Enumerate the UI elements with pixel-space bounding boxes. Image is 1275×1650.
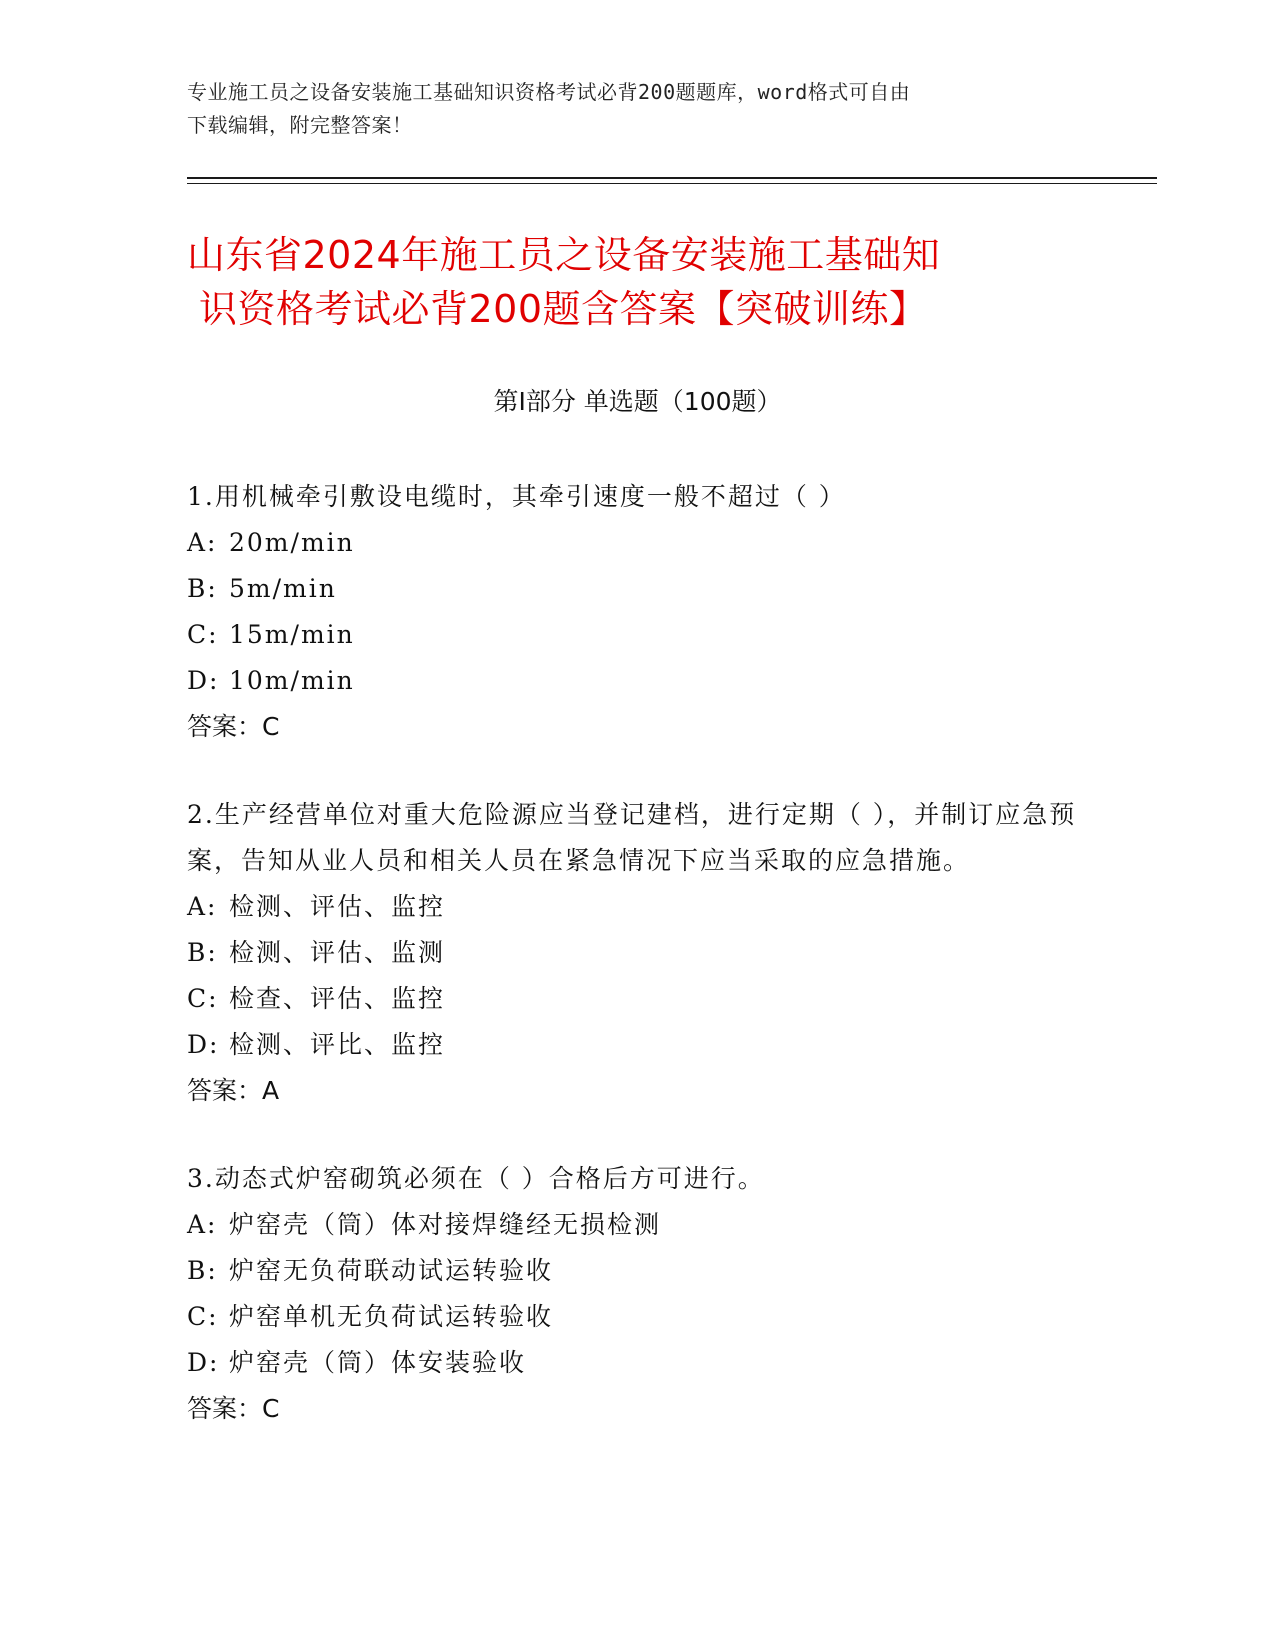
document-title-line2: 识资格考试必背200题含答案【突破训练】	[199, 287, 928, 331]
option-letter: D:	[187, 1348, 220, 1377]
option-text: 15m/min	[229, 620, 355, 649]
option-b	[187, 930, 1077, 976]
section-heading: 第Ⅰ部分 单选题（100题）	[493, 387, 782, 416]
option-letter: A:	[187, 892, 218, 921]
option-c	[187, 612, 1077, 658]
option-d	[187, 658, 1077, 704]
question-stem: 2.生产经营单位对重大危险源应当登记建档，进行定期（ ），并制订应急预案，告知从业人员和相关人员在紧急情况下应当采取的应急措施。	[187, 800, 1077, 875]
option-d	[187, 1340, 1077, 1386]
header-note-line2: 下载编辑，附完整答案！	[187, 113, 413, 137]
option-text: 炉窑无负荷联动试运转验收	[229, 1256, 554, 1285]
option-d	[187, 1022, 1077, 1068]
option-text: 炉窑单机无负荷试运转验收	[229, 1302, 554, 1331]
option-letter: A:	[187, 528, 218, 557]
option-text: 5m/min	[229, 574, 337, 603]
option-letter: C:	[187, 984, 219, 1013]
option-b	[187, 566, 1077, 612]
option-b	[187, 1248, 1077, 1294]
option-c	[187, 1294, 1077, 1340]
answer-line: 答案：C	[187, 712, 280, 741]
option-letter: B:	[187, 1256, 218, 1285]
document-title-line1: 山东省2024年施工员之设备安装施工基础知	[187, 233, 941, 277]
option-a	[187, 884, 1077, 930]
option-letter: D:	[187, 1030, 220, 1059]
question-1	[187, 474, 1077, 750]
question-3	[187, 1156, 1077, 1432]
option-text: 炉窑壳（筒）体安装验收	[229, 1348, 527, 1377]
answer-line: 答案：A	[187, 1076, 280, 1105]
option-text: 20m/min	[229, 528, 355, 557]
document-title	[187, 228, 1087, 336]
question-stem: 3.动态式炉窑砌筑必须在（ ）合格后方可进行。	[187, 1164, 765, 1193]
header-note	[187, 76, 1087, 142]
option-a	[187, 520, 1077, 566]
option-letter: C:	[187, 1302, 219, 1331]
option-letter: D:	[187, 666, 220, 695]
option-text: 检测、评比、监控	[229, 1030, 446, 1059]
question-stem: 1.用机械牵引敷设电缆时，其牵引速度一般不超过（ ）	[187, 482, 846, 511]
option-text: 检查、评估、监控	[229, 984, 446, 1013]
answer-line: 答案：C	[187, 1394, 280, 1423]
option-a	[187, 1202, 1077, 1248]
option-text: 10m/min	[229, 666, 355, 695]
option-text: 检测、评估、监控	[229, 892, 446, 921]
option-letter: B:	[187, 938, 218, 967]
option-c	[187, 976, 1077, 1022]
option-letter: B:	[187, 574, 218, 603]
header-note-line1: 专业施工员之设备安装施工基础知识资格考试必背200题题库，word格式可自由	[187, 80, 911, 104]
option-text: 检测、评估、监测	[229, 938, 446, 967]
question-2	[187, 792, 1077, 1114]
option-letter: C:	[187, 620, 219, 649]
header-divider-thick	[187, 177, 1157, 179]
option-letter: A:	[187, 1210, 218, 1239]
question-list	[187, 474, 1077, 1474]
header-divider-thin	[187, 183, 1157, 184]
option-text: 炉窑壳（筒）体对接焊缝经无损检测	[229, 1210, 662, 1239]
